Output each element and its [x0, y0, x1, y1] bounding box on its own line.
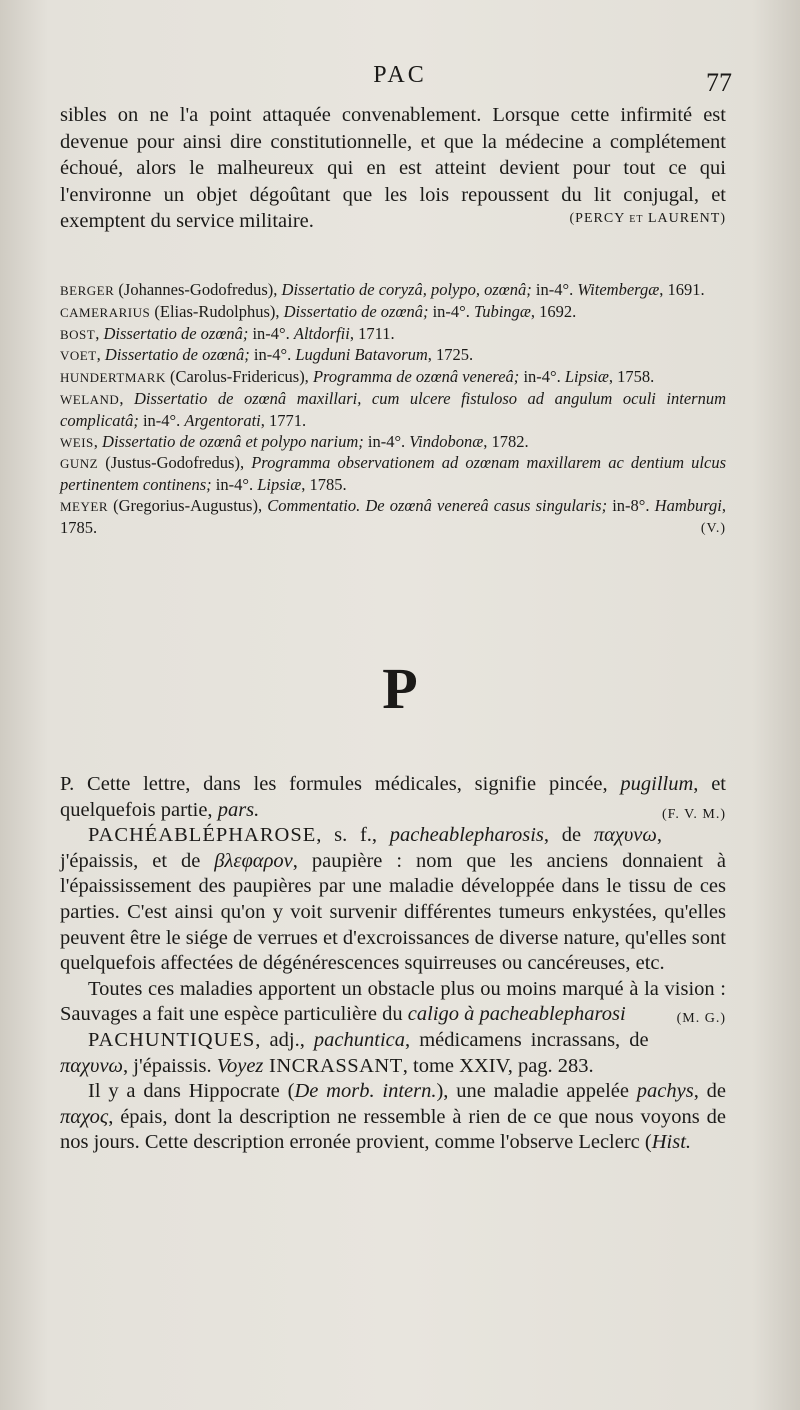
bibliography-entry: [60, 324, 726, 346]
entry-pachuntiques: [60, 1028, 726, 1079]
author-signature: (PERCY et LAURENT): [569, 210, 726, 226]
bib-place: Lipsiæ: [257, 475, 302, 495]
pachys-term: pachys: [636, 1080, 694, 1103]
bib-author: BOST: [60, 326, 96, 342]
bib-author: MEYER: [60, 498, 108, 514]
bib-format: in-8°.: [607, 495, 655, 515]
bib-title: Dissertatio de coryzâ, polypo, ozœnâ;: [281, 280, 532, 299]
bib-place: Witembergæ: [577, 280, 660, 299]
bib-format: in-4°.: [519, 367, 565, 387]
bib-title: Programma de ozœnâ venereâ;: [312, 367, 520, 387]
continuation-text: sibles on ne l'a point attaquée convenablement. Lorsque cette infirmité est devenue pour ainsi dire constitutionnelle, et que la médecine a complétement échoué, alors le malheureux qui en est atteint devient pour tout ce qui l'environne un objet dégoûtant que les lois repoussent du lit conjugal, et exemptent du service militaire.: [60, 104, 726, 232]
bib-place: Tubingæ: [474, 301, 531, 321]
bibliography-signature: (V.): [700, 520, 726, 536]
bibliography-entry: [60, 432, 726, 454]
entry-pacheablepharose-signature: (M. G.): [676, 1011, 726, 1027]
text-segment: , paupière : nom que les anciens donnaient à l'épaississement des paupières par une maladie développée dans le tissu de ces parties. C'est ainsi qu'on y voit survenir différentes tumeurs enkystées, qu'elles peuvent être le siége de verrues et d'excroissances de diverse nature, qu'elles sont quelquefois affectées de dégénérescences squirreuses ou cancéreuses, etc.: [60, 849, 726, 975]
entry-p-pugillum: pugillum: [620, 773, 694, 795]
bib-author: WEIS: [60, 434, 94, 450]
entry-p-signature: (F. V. M.): [662, 806, 726, 822]
bib-names: ,: [119, 388, 134, 408]
work-title: De morb. intern.: [294, 1080, 437, 1103]
text-segment: , de: [543, 824, 594, 847]
bib-title: Dissertatio de ozœnâ maxillari, cum ulcere fistuloso ad angulum oculi internum complicatâ;: [60, 388, 726, 430]
page-header: [0, 62, 800, 98]
section-letter: P: [382, 656, 418, 721]
bib-title: Dissertatio de ozœnâ et polypo narium;: [102, 431, 364, 451]
bib-format: in-4°.: [248, 323, 294, 343]
bib-names: (Johannes-Godofredus),: [114, 280, 282, 299]
bib-names: (Carolus-Fridericus),: [165, 367, 313, 387]
text-segment: , médicamens incrassans, de: [405, 1028, 649, 1051]
bibliography: [60, 280, 726, 539]
headword-pacheablepharose: PACHÉABLÉPHAROSE: [88, 824, 317, 847]
bib-title: Dissertatio de ozœnâ;: [283, 301, 429, 321]
bib-title: Commentatio. De ozœnâ venereâ casus singularis;: [267, 495, 608, 515]
running-head: PAC: [373, 62, 427, 88]
bibliography-entry: [60, 367, 726, 389]
bibliography-entry: [60, 302, 726, 324]
text-segment: Il y a dans Hippocrate (: [88, 1080, 295, 1103]
bib-names: ,: [93, 431, 103, 451]
entry-p-pars: pars.: [217, 798, 260, 821]
bib-format: in-4°.: [249, 345, 296, 365]
bib-author: BERGER: [60, 283, 115, 298]
bib-year: , 1771.: [260, 410, 307, 430]
bib-format: in-4°.: [211, 475, 258, 495]
latin-pachuntiques: pachuntica: [313, 1028, 406, 1051]
bibliography-entry: [60, 453, 726, 496]
bib-place: Argentorati: [184, 410, 261, 430]
bib-year: , 1711.: [349, 323, 395, 343]
bib-place: Lipsiæ: [564, 367, 609, 387]
caligo-term: caligo à pacheablepharosi: [407, 1003, 626, 1026]
bib-year: , 1785.: [60, 495, 727, 537]
bib-format: in-4°.: [531, 280, 578, 299]
bib-author: HUNDERTMARK: [60, 370, 166, 386]
entry-pacheablepharose: [60, 823, 726, 977]
text-segment: , j'épaissis, et de: [60, 824, 662, 872]
bib-place: Altdorfii: [293, 323, 350, 343]
bib-place: Vindobonæ: [409, 431, 484, 451]
greek-word: παχυνω: [60, 1054, 124, 1077]
text-segment: , j'épaissis.: [123, 1054, 217, 1077]
bib-author: WELAND: [60, 391, 120, 407]
bib-year: , 1692.: [530, 301, 577, 321]
text-segment: , tome XXIV, pag. 283.: [402, 1054, 594, 1077]
bibliography-entry: [60, 280, 726, 302]
bib-names: (Justus-Godofredus),: [98, 453, 252, 473]
entry-p: [60, 772, 726, 823]
bib-names: (Gregorius-Augustus),: [108, 495, 268, 515]
bib-title: Programma observationem ad ozœnam maxillarem ac dentium ulcus pertinentem continens;: [60, 453, 726, 495]
bib-names: ,: [95, 323, 104, 343]
hist-abbrev: Hist.: [651, 1131, 692, 1154]
bib-names: ,: [96, 345, 105, 365]
bib-title: Dissertatio de ozœnâ;: [103, 323, 249, 343]
bib-year: , 1725.: [427, 345, 474, 365]
text-segment: ), une maladie appelée: [436, 1080, 637, 1103]
bib-author: CAMERARIUS: [60, 304, 151, 320]
bib-format: in-4°.: [428, 301, 475, 321]
entry-hippocrate: [60, 1079, 726, 1156]
bibliography-entry: [60, 389, 726, 432]
voyez-link[interactable]: Voyez: [216, 1054, 264, 1077]
bib-place: Lugduni Batavorum: [295, 345, 428, 365]
entry-pacheablepharose-p2: [60, 977, 726, 1028]
bib-format: in-4°.: [138, 410, 185, 430]
text-segment: , épais, dont la description ne ressemble à rien de ce que nous voyons de nos jours. Cette description erronée provient, comme l'observe Leclerc (: [60, 1105, 726, 1154]
page-number: 77: [706, 68, 732, 97]
bib-author: GUNZ: [60, 456, 99, 472]
latin-pacheablepharose: pacheablepharosis: [389, 824, 544, 847]
text-segment: , adj.,: [255, 1028, 314, 1051]
bibliography-entry: [60, 345, 726, 367]
continuation-paragraph: [60, 102, 726, 232]
greek-word: παχυνω: [593, 824, 657, 847]
entry-p-lead: P. Cette lettre, dans les formules médicales, signifie pincée,: [60, 773, 621, 795]
greek-word: βλεφαρον: [214, 849, 293, 872]
cross-reference[interactable]: INCRASSANT: [263, 1054, 403, 1077]
text-segment: Toutes ces maladies apportent un obstacle plus ou moins marqué à la vision : Sauvages a fait une espèce particulière du: [60, 977, 726, 1026]
bib-year: , 1758.: [608, 367, 655, 387]
bib-place: Hamburgi: [654, 495, 722, 515]
bib-year: , 1782.: [483, 431, 529, 451]
headword-pachuntiques: PACHUNTIQUES: [88, 1028, 256, 1051]
gram-pacheablepharose: , s. f.,: [316, 824, 390, 847]
text-segment: , de: [693, 1080, 727, 1103]
bib-author: VOET: [60, 348, 97, 364]
dictionary-entries: [60, 772, 726, 1156]
entry-p-mid: , et quelquefois partie,: [60, 773, 727, 821]
bib-year: , 1785.: [301, 475, 347, 495]
greek-word: παχος: [60, 1105, 109, 1128]
bib-format: in-4°.: [363, 431, 410, 451]
bib-title: Dissertatio de ozœnâ;: [104, 345, 250, 365]
bib-names: (Elias-Rudolphus),: [150, 301, 284, 321]
bib-year: , 1691.: [659, 280, 705, 299]
